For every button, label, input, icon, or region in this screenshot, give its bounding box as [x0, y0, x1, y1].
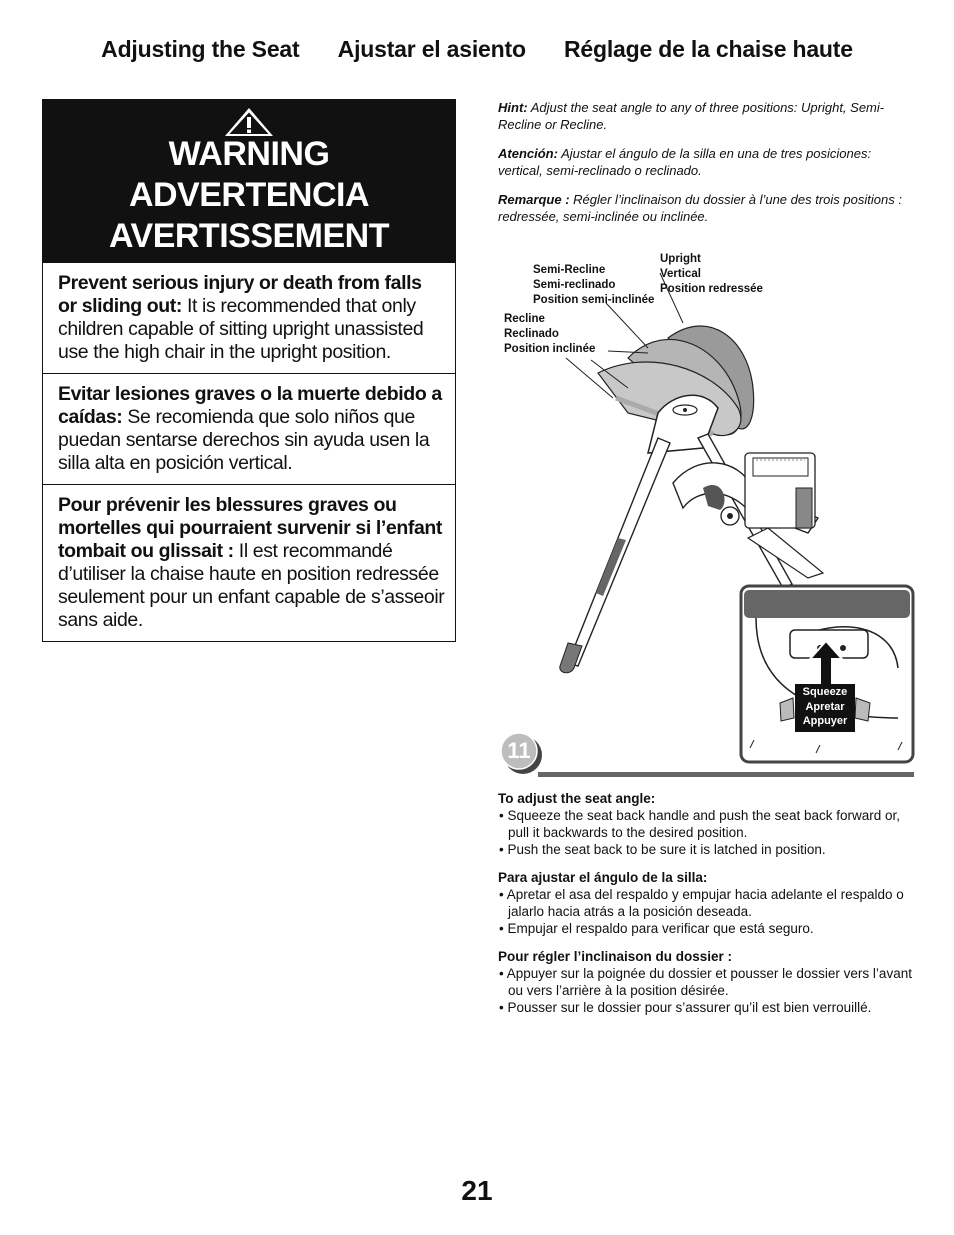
instructions-es: [498, 869, 918, 937]
label-squeeze: [795, 685, 855, 729]
hint-text-es: Ajustar el ángulo de la silla en una de tres posiciones: vertical, semi-reclinado o reclinado.: [498, 146, 872, 178]
label-squeeze-es: Apretar: [805, 700, 845, 713]
warning-text-es: Se recomienda que solo niños que puedan sentarse derechos sin ayuda usen la silla alta en posición vertical.: [58, 406, 430, 474]
label-upright-en: Upright: [660, 253, 701, 265]
hint-label-es: Atención:: [498, 146, 558, 161]
warning-header: [43, 100, 455, 262]
label-squeeze-fr: Appuyer: [802, 715, 848, 727]
warning-section-es: [43, 373, 455, 484]
hint-label-en: Hint:: [498, 100, 528, 115]
label-squeeze-en: Squeeze: [802, 686, 848, 698]
instruction-item: • Push the seat back to be sure it is latched in position.: [499, 842, 826, 857]
hint-label-fr: Remarque :: [498, 192, 570, 207]
instructions-fr: [498, 948, 918, 1016]
step-number: 11: [507, 738, 531, 763]
instructions-title-fr: Pour régler l’inclinaison du dossier :: [498, 949, 733, 964]
instruction-item: • Empujar el respaldo para verificar que está seguro.: [499, 921, 814, 936]
header-title-es: Ajustar el asiento: [337, 36, 526, 62]
instruction-item: • Squeeze the seat back handle and push the seat back forward or, pull it backwards to the desired position.: [499, 808, 900, 840]
instruction-item: • Appuyer sur la poignée du dossier et pousser le dossier vers l’avant ou vers l’arrière à la position désirée.: [499, 966, 912, 998]
warning-lead-en: Prevent serious injury or death from falls or sliding out:: [58, 272, 422, 317]
warning-lead-fr: Pour prévenir les blessures graves ou mortelles qui pourraient survenir si l’enfant tombait ou glissait :: [58, 494, 443, 562]
label-recline-es: Reclinado: [504, 328, 559, 340]
label-semi-es: Semi-reclinado: [533, 279, 616, 291]
seat-angle-illustration: [498, 248, 918, 783]
warning-text-fr: Il est recommandé d’utiliser la chaise haute en position redressée seulement pour un enfant capable de s’asseoir sans aide.: [58, 540, 445, 631]
instructions-title-en: To adjust the seat angle:: [498, 791, 656, 806]
instructions: [498, 790, 918, 1027]
hints: [498, 99, 908, 237]
page-header: [0, 36, 954, 63]
warning-title-es: ADVERTENCIA: [128, 176, 370, 214]
instruction-item: • Pousser sur le dossier pour s’assurer qu’il est bien verrouillé.: [499, 1000, 872, 1015]
hint-text-en: Adjust the seat angle to any of three positions: Upright, Semi-Recline or Recline.: [498, 100, 885, 132]
hint-text-fr: Régler l’inclinaison du dossier à l’une des trois positions : redressée, semi-inclinée ou inclinée.: [498, 192, 902, 224]
warning-text-en: It is recommended that only children capable of sitting upright unassisted use the high chair in the upright position.: [58, 295, 424, 363]
warning-title-fr: AVERTISSEMENT: [108, 217, 389, 255]
label-recline-fr: Position inclinée: [504, 343, 596, 355]
hint-en: [498, 99, 908, 133]
label-upright-fr: Position redressée: [660, 283, 763, 295]
warning-title-en: WARNING: [168, 135, 330, 173]
warning-section-en: [43, 262, 455, 373]
label-semi-fr: Position semi-inclinée: [533, 294, 655, 306]
label-semi-en: Semi-Recline: [533, 264, 606, 276]
label-semi-recline: [533, 263, 654, 308]
header-title-en: Adjusting the Seat: [101, 36, 300, 62]
warning-section-fr: [43, 484, 455, 641]
hint-es: [498, 145, 908, 179]
label-upright: [660, 252, 763, 297]
warning-title: [43, 134, 455, 257]
header-title-fr: Réglage de la chaise haute: [564, 36, 853, 62]
label-recline-en: Recline: [504, 313, 545, 325]
instructions-title-es: Para ajustar el ángulo de la silla:: [498, 870, 708, 885]
warning-lead-es: Evitar lesiones graves o la muerte debido a caídas:: [58, 383, 442, 428]
label-upright-es: Vertical: [660, 268, 701, 280]
warning-box: [42, 99, 456, 642]
hint-fr: [498, 191, 908, 225]
label-recline: [504, 312, 595, 357]
instructions-en: [498, 790, 918, 858]
instruction-item: • Apretar el asa del respaldo y empujar hacia adelante el respaldo o jalarlo hacia atrás a la posición deseada.: [499, 887, 904, 919]
page-number: 21: [461, 1175, 493, 1206]
